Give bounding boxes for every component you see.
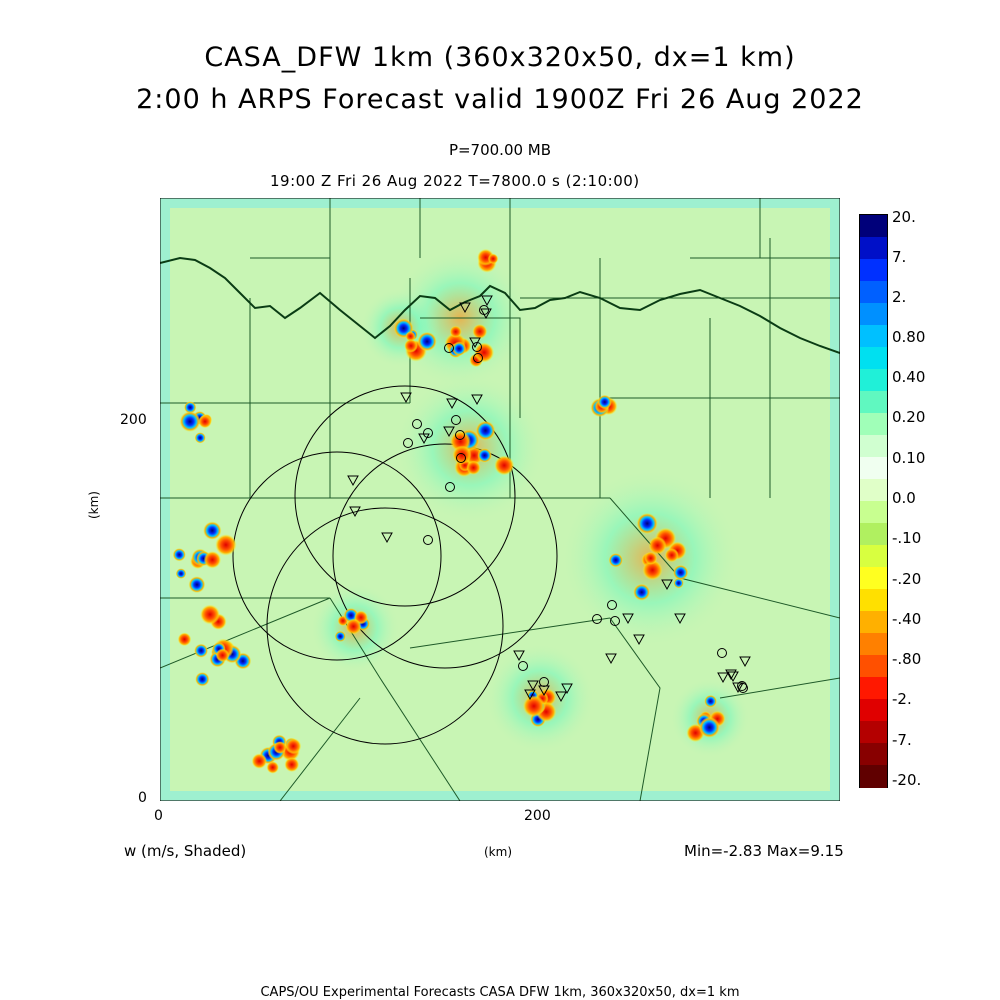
colorbar-segment xyxy=(860,567,887,590)
colorbar-segment xyxy=(860,677,887,700)
min-max-label: Min=-2.83 Max=9.15 xyxy=(684,842,844,860)
colorbar-segment xyxy=(860,413,887,436)
updraft-cell xyxy=(335,631,346,642)
updraft-cell xyxy=(203,521,221,539)
colorbar-segment xyxy=(860,281,887,304)
colorbar-segment xyxy=(860,589,887,612)
colorbar-label: 20. xyxy=(892,208,916,226)
chart-title-line2: 2:00 h ARPS Forecast valid 1900Z Fri 26 Aug 2022 xyxy=(136,84,864,115)
x-tick-0: 0 xyxy=(154,808,163,824)
colorbar-segment xyxy=(860,611,887,634)
updraft-cell xyxy=(477,448,492,463)
colorbar-segment xyxy=(860,457,887,480)
forecast-map xyxy=(160,198,840,801)
colorbar-label: 7. xyxy=(892,248,907,266)
colorbar-label: 0.0 xyxy=(892,489,916,507)
footer-credit: CAPS/OU Experimental Forecasts CASA DFW 1km, 360x320x50, dx=1 km xyxy=(260,985,740,1000)
chart-title-line1: CASA_DFW 1km (360x320x50, dx=1 km) xyxy=(204,42,796,73)
updraft-cell xyxy=(452,342,466,356)
updraft-cell xyxy=(173,548,186,561)
downdraft-cell xyxy=(252,753,267,768)
colorbar-segment xyxy=(860,479,887,502)
colorbar-segment xyxy=(860,303,887,326)
colorbar-segment xyxy=(860,633,887,656)
downdraft-cell xyxy=(649,537,667,555)
valid-time-label: 19:00 Z Fri 26 Aug 2022 T=7800.0 s (2:10:00) xyxy=(270,172,640,190)
x-tick-200: 200 xyxy=(524,808,551,824)
updraft-cell xyxy=(704,695,717,708)
downdraft-cell xyxy=(216,649,230,663)
colorbar-segment xyxy=(860,347,887,370)
y-axis-label: (km) xyxy=(87,490,102,520)
downdraft-cell xyxy=(488,254,498,264)
downdraft-cell xyxy=(200,605,220,625)
downdraft-cell xyxy=(466,461,480,475)
colorbar-segment xyxy=(860,369,887,392)
updraft-cell xyxy=(633,584,650,601)
downdraft-cell xyxy=(204,551,221,568)
colorbar-segment xyxy=(860,545,887,568)
x-axis-label: (km) xyxy=(484,845,513,859)
colorbar-label: -20. xyxy=(892,771,922,789)
updraft-cell xyxy=(195,672,209,686)
colorbar-segment xyxy=(860,655,887,678)
colorbar-segment xyxy=(860,237,887,260)
colorbar-label: 0.20 xyxy=(892,408,926,426)
colorbar-label: -2. xyxy=(892,690,912,708)
colorbar-segment xyxy=(860,259,887,282)
updraft-cell xyxy=(194,644,208,658)
colorbar-label: 0.40 xyxy=(892,368,926,386)
downdraft-cell xyxy=(285,738,301,754)
colorbar-label: 0.10 xyxy=(892,449,926,467)
updraft-cell xyxy=(609,553,623,567)
colorbar-segment xyxy=(860,215,887,238)
colorbar-segment xyxy=(860,501,887,524)
updraft-cell xyxy=(417,332,436,351)
downdraft-cell xyxy=(523,695,545,717)
updraft-cell xyxy=(176,568,187,579)
downdraft-cell xyxy=(404,339,418,353)
downdraft-cell xyxy=(474,343,494,363)
downdraft-cell xyxy=(472,324,487,339)
colorbar-label: -.40 xyxy=(892,610,922,628)
colorbar-label: -.10 xyxy=(892,529,922,547)
updraft-cell xyxy=(195,432,206,443)
y-tick-0: 0 xyxy=(138,790,147,806)
pressure-level-label: P=700.00 MB xyxy=(448,141,552,159)
colorbar-label: 2. xyxy=(892,288,907,306)
variable-label: w (m/s, Shaded) xyxy=(124,842,247,860)
colorbar-segment xyxy=(860,391,887,414)
downdraft-cell xyxy=(178,633,192,647)
updraft-cell xyxy=(180,411,201,432)
downdraft-cell xyxy=(453,445,472,464)
downdraft-cell xyxy=(450,326,462,338)
downdraft-cell xyxy=(494,456,514,476)
colorbar-segment xyxy=(860,523,887,546)
colorbar-segment xyxy=(860,721,887,744)
downdraft-cell xyxy=(274,741,287,754)
colorbar-segment xyxy=(860,699,887,722)
colorbar-label: -7. xyxy=(892,731,912,749)
colorbar-label: -.20 xyxy=(892,570,922,588)
downdraft-cell xyxy=(284,757,299,772)
colorbar-segment xyxy=(860,743,887,766)
downdraft-cell xyxy=(267,761,279,773)
updraft-cell xyxy=(637,513,658,534)
y-tick-200: 200 xyxy=(120,412,147,428)
colorbar-label: -.80 xyxy=(892,650,922,668)
colorbar-label: 0.80 xyxy=(892,328,926,346)
colorbar-segment xyxy=(860,435,887,458)
updraft-cell xyxy=(673,565,688,580)
downdraft-cell xyxy=(346,619,362,635)
updraft-cell xyxy=(189,576,206,593)
downdraft-cell xyxy=(198,415,211,428)
colorbar xyxy=(859,214,888,788)
colorbar-segment xyxy=(860,765,887,788)
colorbar-segment xyxy=(860,325,887,348)
updraft-cell xyxy=(598,395,612,409)
downdraft-cell xyxy=(665,548,679,562)
updraft-cell xyxy=(699,717,720,738)
